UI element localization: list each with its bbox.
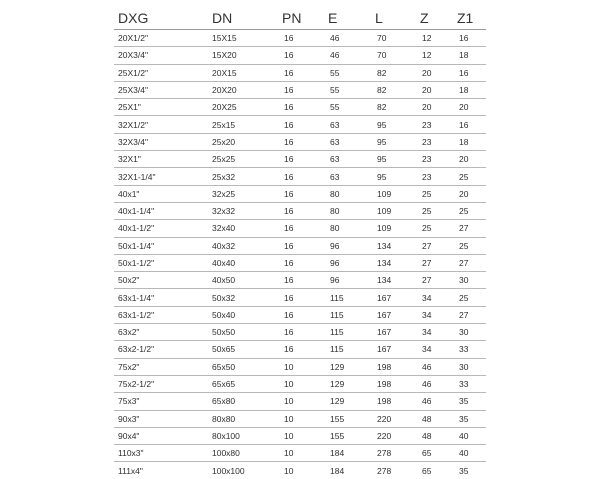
cell-dxg: 20X3/4" xyxy=(114,47,208,64)
cell-z: 12 xyxy=(416,47,453,64)
cell-z1: 35 xyxy=(453,393,486,410)
cell-z: 46 xyxy=(416,393,453,410)
cell-z: 48 xyxy=(416,427,453,444)
cell-z1: 25 xyxy=(453,202,486,219)
cell-dn: 40x40 xyxy=(208,254,278,271)
table-row xyxy=(114,306,486,323)
cell-e: 96 xyxy=(324,254,371,271)
cell-z1: 33 xyxy=(453,341,486,358)
cell-z1: 18 xyxy=(453,133,486,150)
cell-dxg: 32X1" xyxy=(114,151,208,168)
cell-z: 34 xyxy=(416,289,453,306)
table-row xyxy=(114,185,486,202)
cell-dn: 25x32 xyxy=(208,168,278,185)
cell-l: 70 xyxy=(371,30,416,47)
cell-z1: 27 xyxy=(453,306,486,323)
cell-dn: 80x100 xyxy=(208,427,278,444)
cell-dxg: 90x4" xyxy=(114,427,208,444)
header-row xyxy=(114,6,486,30)
cell-z: 27 xyxy=(416,237,453,254)
cell-pn: 16 xyxy=(278,185,324,202)
cell-e: 115 xyxy=(324,289,371,306)
cell-l: 220 xyxy=(371,410,416,427)
cell-pn: 10 xyxy=(278,410,324,427)
cell-pn: 10 xyxy=(278,375,324,392)
table-row xyxy=(114,81,486,98)
cell-e: 184 xyxy=(324,445,371,462)
cell-pn: 16 xyxy=(278,272,324,289)
cell-pn: 10 xyxy=(278,427,324,444)
cell-dn: 50x50 xyxy=(208,324,278,341)
cell-e: 129 xyxy=(324,375,371,392)
cell-z1: 25 xyxy=(453,289,486,306)
cell-z1: 20 xyxy=(453,151,486,168)
table-row xyxy=(114,324,486,341)
cell-e: 80 xyxy=(324,185,371,202)
cell-z1: 30 xyxy=(453,358,486,375)
cell-pn: 16 xyxy=(278,168,324,185)
cell-dn: 100x100 xyxy=(212,465,245,476)
cell-pn: 16 xyxy=(278,324,324,341)
cell-l: 198 xyxy=(371,375,416,392)
cell-pn: 16 xyxy=(278,151,324,168)
cell-pn: 16 xyxy=(278,254,324,271)
cell-dxg: 90x3" xyxy=(114,410,208,427)
cell-e: 115 xyxy=(324,306,371,323)
table-row xyxy=(114,410,486,427)
cell-z: 27 xyxy=(416,254,453,271)
cell-z: 46 xyxy=(416,375,453,392)
cell-z: 23 xyxy=(416,168,453,185)
table-row xyxy=(114,116,486,133)
cell-e: 63 xyxy=(324,116,371,133)
cell-z: 25 xyxy=(416,202,453,219)
cell-z: 34 xyxy=(416,324,453,341)
cell-e: 80 xyxy=(324,220,371,237)
cell-dn: 50x32 xyxy=(208,289,278,306)
table-row xyxy=(114,375,486,392)
cell-pn: 16 xyxy=(278,237,324,254)
column-header-e: E xyxy=(324,6,371,30)
cell-z: 27 xyxy=(416,272,453,289)
cell-z: 23 xyxy=(416,151,453,168)
cell-l: 167 xyxy=(371,306,416,323)
cell-e: 129 xyxy=(324,393,371,410)
cell-pn: 16 xyxy=(278,64,324,81)
cell-dxg: 75x3" xyxy=(114,393,208,410)
cell-l: 278 xyxy=(371,445,416,462)
cell-dn: 15X15 xyxy=(208,30,278,47)
cell-z1: 30 xyxy=(453,272,486,289)
cell-z: 46 xyxy=(416,358,453,375)
cell-z1: 27 xyxy=(453,254,486,271)
cell-pn: 10 xyxy=(278,358,324,375)
cell-z: 48 xyxy=(416,410,453,427)
table-row xyxy=(114,220,486,237)
cell-l: 134 xyxy=(371,254,416,271)
cell-dxg: 50x2" xyxy=(114,272,208,289)
cell-z: 20 xyxy=(416,64,453,81)
cell-l: 70 xyxy=(371,47,416,64)
cell-e: 55 xyxy=(324,81,371,98)
cell-dn: 40x50 xyxy=(208,272,278,289)
cell-z: 34 xyxy=(416,306,453,323)
table-header xyxy=(114,6,486,30)
cell-e: 46 xyxy=(324,47,371,64)
cell-dn: 65x65 xyxy=(208,375,278,392)
cell-dn: 65x80 xyxy=(208,393,278,410)
cell-dxg: 32X1-1/4" xyxy=(114,168,208,185)
cell-e: 129 xyxy=(324,358,371,375)
cell-dxg: 75x2-1/2" xyxy=(114,375,208,392)
cell-e: 155 xyxy=(324,427,371,444)
column-header-z: Z xyxy=(416,6,453,30)
cell-l: 134 xyxy=(371,272,416,289)
cell-pn: 16 xyxy=(278,81,324,98)
cell-z: 25 xyxy=(416,220,453,237)
cell-l: 167 xyxy=(371,324,416,341)
cell-dn: 25x25 xyxy=(208,151,278,168)
cell-dn: 80x80 xyxy=(208,410,278,427)
cell-dxg: 32X3/4" xyxy=(114,133,208,150)
cell-dxg: 63x1-1/4" xyxy=(114,289,208,306)
cell-dn: 32x40 xyxy=(208,220,278,237)
table-row xyxy=(114,47,486,64)
cell-dxg: 25X3/4" xyxy=(114,81,208,98)
cell-dn: 50x40 xyxy=(208,306,278,323)
cell-dxg: 40x1-1/4" xyxy=(114,202,208,219)
cell-l: 220 xyxy=(371,427,416,444)
table-row xyxy=(114,133,486,150)
cell-z: 65 xyxy=(422,465,432,476)
table-row xyxy=(114,99,486,116)
cell-z1: 33 xyxy=(453,375,486,392)
cell-pn: 16 xyxy=(278,202,324,219)
cell-e: 63 xyxy=(324,168,371,185)
table-row xyxy=(114,202,486,219)
cell-e: 55 xyxy=(324,64,371,81)
table-row xyxy=(114,393,486,410)
cell-z1: 16 xyxy=(453,30,486,47)
cell-pn: 16 xyxy=(278,133,324,150)
cell-e: 63 xyxy=(324,133,371,150)
cell-e: 96 xyxy=(324,272,371,289)
column-header-dn: DN xyxy=(208,6,278,30)
cell-z1: 40 xyxy=(453,427,486,444)
cell-pn: 16 xyxy=(278,99,324,116)
cell-dxg: 40x1" xyxy=(114,185,208,202)
cell-e: 184 xyxy=(330,465,345,476)
cell-l: 167 xyxy=(371,289,416,306)
table-row xyxy=(114,151,486,168)
specification-table xyxy=(114,6,486,479)
cell-l: 198 xyxy=(371,393,416,410)
cell-z1: 16 xyxy=(453,116,486,133)
cell-dn: 100x80 xyxy=(208,445,278,462)
cell-z: 34 xyxy=(416,341,453,358)
cell-z1: 16 xyxy=(453,64,486,81)
cell-pn: 10 xyxy=(284,465,294,476)
cell-l: 278 xyxy=(377,465,392,476)
cell-l: 167 xyxy=(371,341,416,358)
cell-e: 115 xyxy=(324,341,371,358)
cell-z: 23 xyxy=(416,116,453,133)
cell-l: 95 xyxy=(371,151,416,168)
cell-z1: 18 xyxy=(453,81,486,98)
cell-e: 96 xyxy=(324,237,371,254)
column-header-z1: Z1 xyxy=(453,6,486,30)
column-header-dxg: DXG xyxy=(114,6,208,30)
cell-l: 109 xyxy=(371,185,416,202)
cell-dxg: 25X1" xyxy=(114,99,208,116)
cell-dn: 50x65 xyxy=(208,341,278,358)
cell-pn: 16 xyxy=(278,341,324,358)
cell-z: 20 xyxy=(416,99,453,116)
cell-e: 63 xyxy=(324,151,371,168)
cell-dxg: 40x1-1/2" xyxy=(114,220,208,237)
cell-z: 12 xyxy=(416,30,453,47)
table-row xyxy=(114,445,486,462)
cell-z1: 20 xyxy=(453,185,486,202)
cell-z1: 30 xyxy=(453,324,486,341)
cell-z1: 18 xyxy=(453,47,486,64)
cell-dn: 65x50 xyxy=(208,358,278,375)
cell-pn: 10 xyxy=(278,393,324,410)
cell-l: 82 xyxy=(371,64,416,81)
cell-z1: 20 xyxy=(453,99,486,116)
cell-e: 80 xyxy=(324,202,371,219)
cell-z1: 25 xyxy=(453,237,486,254)
cell-e: 155 xyxy=(324,410,371,427)
table-row xyxy=(114,289,486,306)
cell-l: 95 xyxy=(371,116,416,133)
cell-dxg: 50x1-1/4" xyxy=(114,237,208,254)
cell-pn: 16 xyxy=(278,30,324,47)
cell-l: 109 xyxy=(371,202,416,219)
specification-table-container xyxy=(114,6,486,479)
table-row xyxy=(114,358,486,375)
table-row xyxy=(114,341,486,358)
cell-dn: 32x25 xyxy=(208,185,278,202)
cell-z1: 27 xyxy=(453,220,486,237)
cell-pn: 16 xyxy=(278,220,324,237)
cell-l: 82 xyxy=(371,99,416,116)
cell-z1: 25 xyxy=(453,168,486,185)
cell-z: 25 xyxy=(416,185,453,202)
cell-pn: 16 xyxy=(278,116,324,133)
cell-dxg: 63x2-1/2" xyxy=(114,341,208,358)
cell-dn: 32x32 xyxy=(208,202,278,219)
cell-dxg: 111x4" xyxy=(118,465,143,476)
cell-l: 82 xyxy=(371,81,416,98)
cell-z: 23 xyxy=(416,133,453,150)
table-row xyxy=(114,462,486,479)
table-row xyxy=(114,237,486,254)
cell-dxg: 32X1/2" xyxy=(114,116,208,133)
cell-z1: 35 xyxy=(459,465,469,476)
table-row xyxy=(114,254,486,271)
cell-dxg: 63x1-1/2" xyxy=(114,306,208,323)
cell-l: 134 xyxy=(371,237,416,254)
cell-z1: 35 xyxy=(453,410,486,427)
cell-e: 115 xyxy=(324,324,371,341)
cell-l: 198 xyxy=(371,358,416,375)
cell-l: 95 xyxy=(371,168,416,185)
table-row xyxy=(114,30,486,47)
cell-dn: 20X15 xyxy=(208,64,278,81)
cell-z: 65 xyxy=(416,445,453,462)
cell-dxg: 75x2" xyxy=(114,358,208,375)
table-row xyxy=(114,427,486,444)
cell-dn: 20X25 xyxy=(208,99,278,116)
cell-e: 46 xyxy=(324,30,371,47)
cell-z: 20 xyxy=(416,81,453,98)
table-row xyxy=(114,168,486,185)
cell-pn: 10 xyxy=(278,445,324,462)
cell-z1: 40 xyxy=(453,445,486,462)
cell-pn: 16 xyxy=(278,306,324,323)
cell-dn: 20X20 xyxy=(208,81,278,98)
cell-dxg: 63x2" xyxy=(114,324,208,341)
cell-pn: 16 xyxy=(278,289,324,306)
cell-dn: 15X20 xyxy=(208,47,278,64)
cell-dxg: 50x1-1/2" xyxy=(114,254,208,271)
cell-dn: 25x20 xyxy=(208,133,278,150)
column-header-pn: PN xyxy=(278,6,324,30)
cell-dxg: 20X1/2" xyxy=(114,30,208,47)
cell-l: 95 xyxy=(371,133,416,150)
cell-dxg: 110x3" xyxy=(114,445,208,462)
column-header-l: L xyxy=(371,6,416,30)
table-body xyxy=(114,30,486,479)
cell-dxg: 25X1/2" xyxy=(114,64,208,81)
cell-e: 55 xyxy=(324,99,371,116)
table-row xyxy=(114,272,486,289)
cell-l: 109 xyxy=(371,220,416,237)
cell-pn: 16 xyxy=(278,47,324,64)
table-row xyxy=(114,64,486,81)
cell-dn: 25x15 xyxy=(208,116,278,133)
cell-dn: 40x32 xyxy=(208,237,278,254)
